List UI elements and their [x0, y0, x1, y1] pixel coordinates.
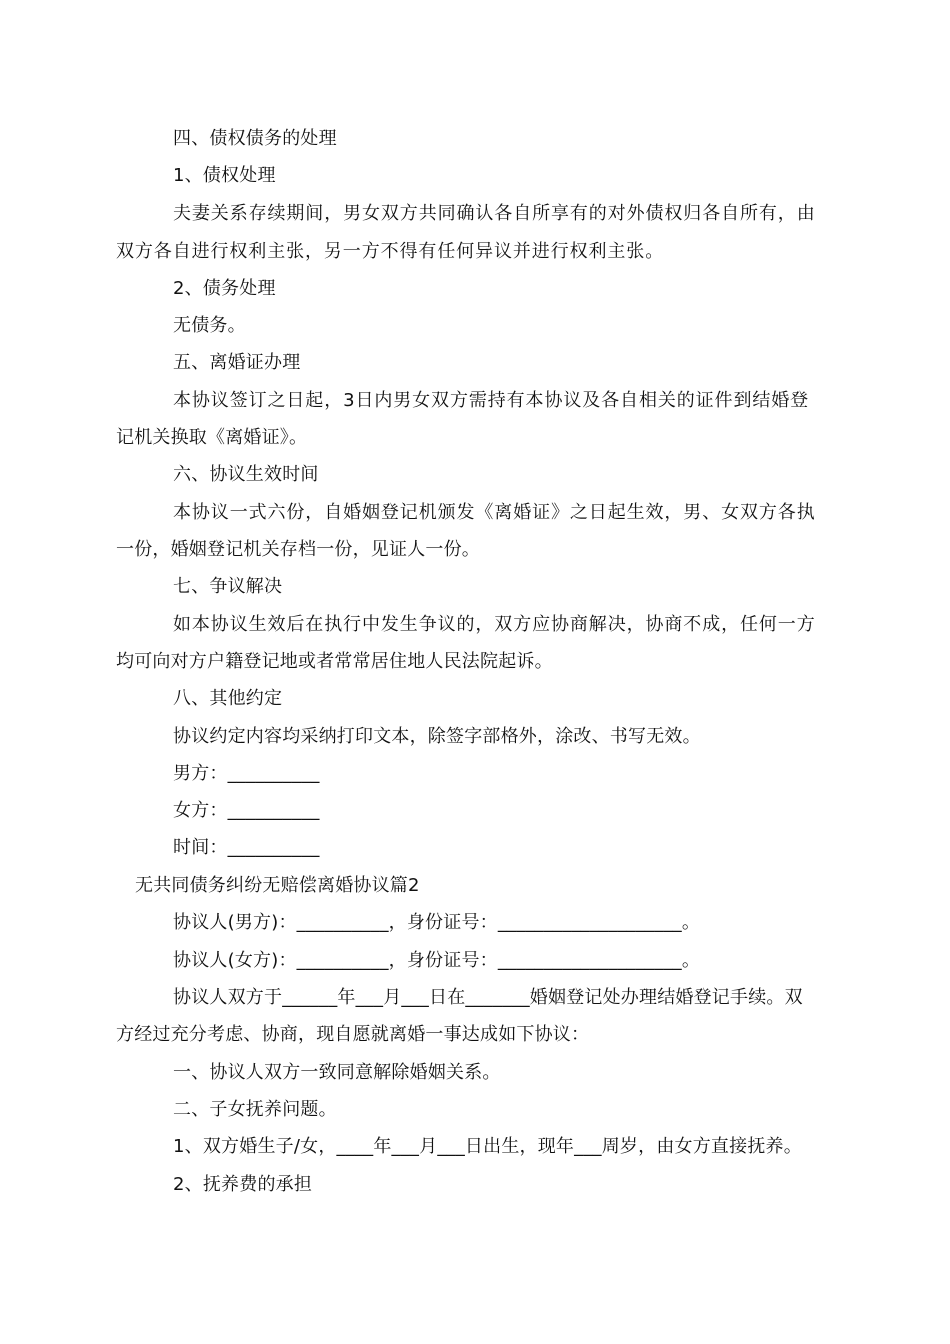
paragraph-line: 无债务。	[173, 315, 246, 336]
section-heading: 五、离婚证办理	[173, 352, 301, 373]
paragraph-line: 方经过充分考虑、协商，现自愿就离婚一事达成如下协议：	[116, 1024, 590, 1045]
paragraph-line: 一份，婚姻登记机关存档一份，见证人一份。	[116, 539, 480, 560]
paragraph-line: 协议约定内容均采纳打印文本，除签字部格外，涂改、书写无效。	[173, 726, 701, 747]
section-heading: 四、债权债务的处理	[173, 128, 337, 149]
section-heading: 六、协议生效时间	[173, 464, 319, 485]
signature-line-date: 时间：__________	[173, 837, 320, 858]
paragraph-line: 如本协议生效后在执行中发生争议的，双方应协商解决，协商不成，任何一方	[173, 614, 816, 635]
subsection-heading: 2、债务处理	[173, 278, 276, 299]
party-line-female: 协议人(女方)：__________，身份证号：____________________。	[173, 950, 701, 971]
paragraph-line: 本协议一式六份，自婚姻登记机颁发《离婚证》之日起生效，男、女双方各执	[173, 502, 816, 523]
paragraph-line: 协议人双方于______年___月___日在_______婚姻登记处办理结婚登记手续。双	[173, 987, 803, 1008]
party-line-male: 协议人(男方)：__________，身份证号：____________________。	[173, 912, 701, 933]
signature-line-male: 男方：__________	[173, 763, 320, 784]
paragraph-line: 双方各自进行权利主张，另一方不得有任何异议并进行权利主张。	[116, 241, 665, 262]
paragraph-line: 均可向对方户籍登记地或者常常居住地人民法院起诉。	[116, 651, 553, 672]
paragraph-line: 1、双方婚生子/女，____年___月___日出生，现年___周岁，由女方直接抚养。	[173, 1136, 802, 1157]
paragraph-line: 本协议签订之日起，3日内男女双方需持有本协议及各自相关的证件到结婚登	[173, 390, 810, 411]
signature-line-female: 女方：__________	[173, 800, 320, 821]
subsection-heading: 1、债权处理	[173, 165, 276, 186]
article-title: 无共同债务纠纷无赔偿离婚协议篇2	[135, 875, 420, 896]
paragraph-line: 记机关换取《离婚证》。	[116, 427, 308, 448]
section-heading: 一、协议人双方一致同意解除婚姻关系。	[173, 1062, 501, 1083]
paragraph-line: 夫妻关系存续期间，男女双方共同确认各自所享有的对外债权归各自所有，由	[173, 203, 816, 224]
section-heading: 二、子女抚养问题。	[173, 1099, 337, 1120]
section-heading: 八、其他约定	[173, 688, 283, 709]
subsection-heading: 2、抚养费的承担	[173, 1174, 313, 1195]
section-heading: 七、争议解决	[173, 576, 283, 597]
